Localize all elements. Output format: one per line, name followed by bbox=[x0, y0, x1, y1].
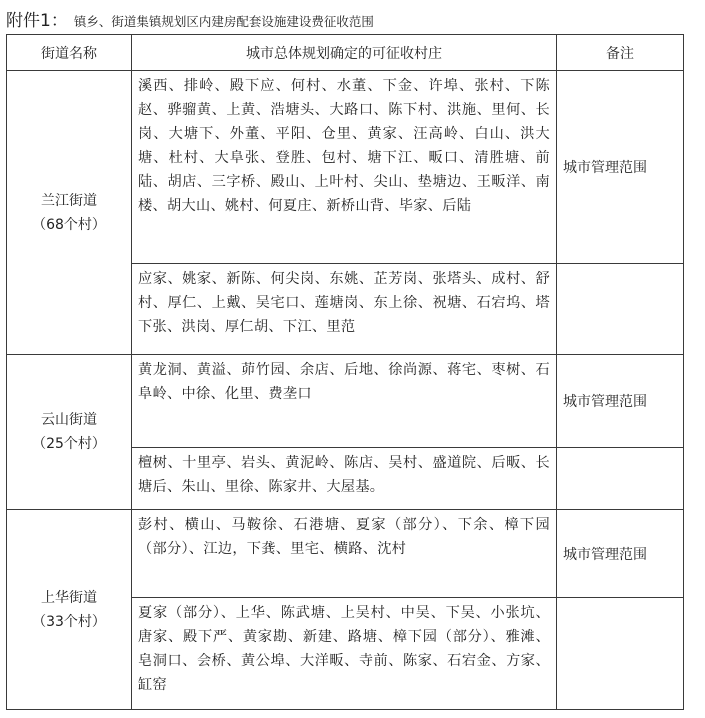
header-street: 街道名称 bbox=[7, 35, 132, 71]
village-list: 溪西、排岭、殿下应、何村、水董、下金、许埠、张村、下陈赵、骅骝黄、上黄、浩塘头、大路口、陈下村、洪施、里何、长岗、大塘下、外董、平阳、仓里、黄家、汪高岭、白山、洪大塘、杜村、大阜张、登胜、包村、塘下江、畈口、清胜塘、前陆、胡店、三字桥、殿山、上叶村、尖山、垫塘边、王畈洋、南楼、胡大山、姚村、何夏庄、新桥山背、毕家、后陆 bbox=[132, 71, 557, 264]
village-list: 彭村、横山、马鞍徐、石港塘、夏家（部分）、下余、樟下园（部分）、江边，下龚、里宅、横路、沈村 bbox=[132, 510, 557, 598]
village-count: （33个村） bbox=[32, 613, 106, 630]
document-title bbox=[6, 6, 374, 32]
street-cell-shanghua bbox=[7, 510, 132, 710]
street-cell-lanjiang bbox=[7, 71, 132, 355]
village-list: 应家、姚家、新陈、何尖岗、东姚、芷芳岗、张塔头、成村、舒村、厚仁、上戴、吴宅口、莲塘岗、东上徐、祝塘、石宕坞、塔下张、洪岗、厚仁胡、下江、里范 bbox=[132, 264, 557, 355]
street-name: 云山街道 bbox=[41, 412, 97, 428]
table-row bbox=[7, 71, 684, 264]
village-count: （25个村） bbox=[32, 436, 106, 452]
village-list: 黄龙洞、黄溢、茆竹园、余店、后地、徐尚源、蒋宅、枣树、石阜岭、中徐、化里、费垄口 bbox=[132, 355, 557, 448]
village-count: （68个村） bbox=[32, 216, 106, 233]
village-list: 夏家（部分）、上华、陈武塘、上吴村、中吴、下吴、小张坑、唐家、殿下严、黄家勘、新建、路塘、樟下园（部分）、雅滩、皂洞口、会桥、黄公埠、大洋畈、寺前、陈家、石宕金、方家、缸窑 bbox=[132, 598, 557, 710]
street-name: 兰江街道 bbox=[41, 192, 97, 209]
note-cell: 城市管理范围 bbox=[557, 510, 684, 598]
header-note: 备注 bbox=[557, 35, 684, 71]
note-cell bbox=[557, 598, 684, 710]
table-row bbox=[7, 355, 684, 448]
note-cell bbox=[557, 448, 684, 510]
note-cell: 城市管理范围 bbox=[557, 355, 684, 448]
street-name: 上华街道 bbox=[41, 589, 97, 606]
header-villages: 城市总体规划确定的可征收村庄 bbox=[132, 35, 557, 71]
title-text: 镇乡、街道集镇规划区内建房配套设施建设费征收范围 bbox=[73, 14, 374, 29]
village-list: 檀树、十里亭、岩头、黄泥岭、陈店、吴村、盛道院、后畈、长塘后、朱山、里徐、陈家井、大屋基。 bbox=[132, 448, 557, 510]
note-cell: 城市管理范围 bbox=[557, 71, 684, 264]
fee-scope-table bbox=[6, 34, 684, 710]
street-cell-yunshan bbox=[7, 355, 132, 510]
note-cell bbox=[557, 264, 684, 355]
header-row bbox=[7, 35, 684, 71]
table-row bbox=[7, 510, 684, 598]
attachment-label: 附件1： bbox=[6, 11, 68, 31]
